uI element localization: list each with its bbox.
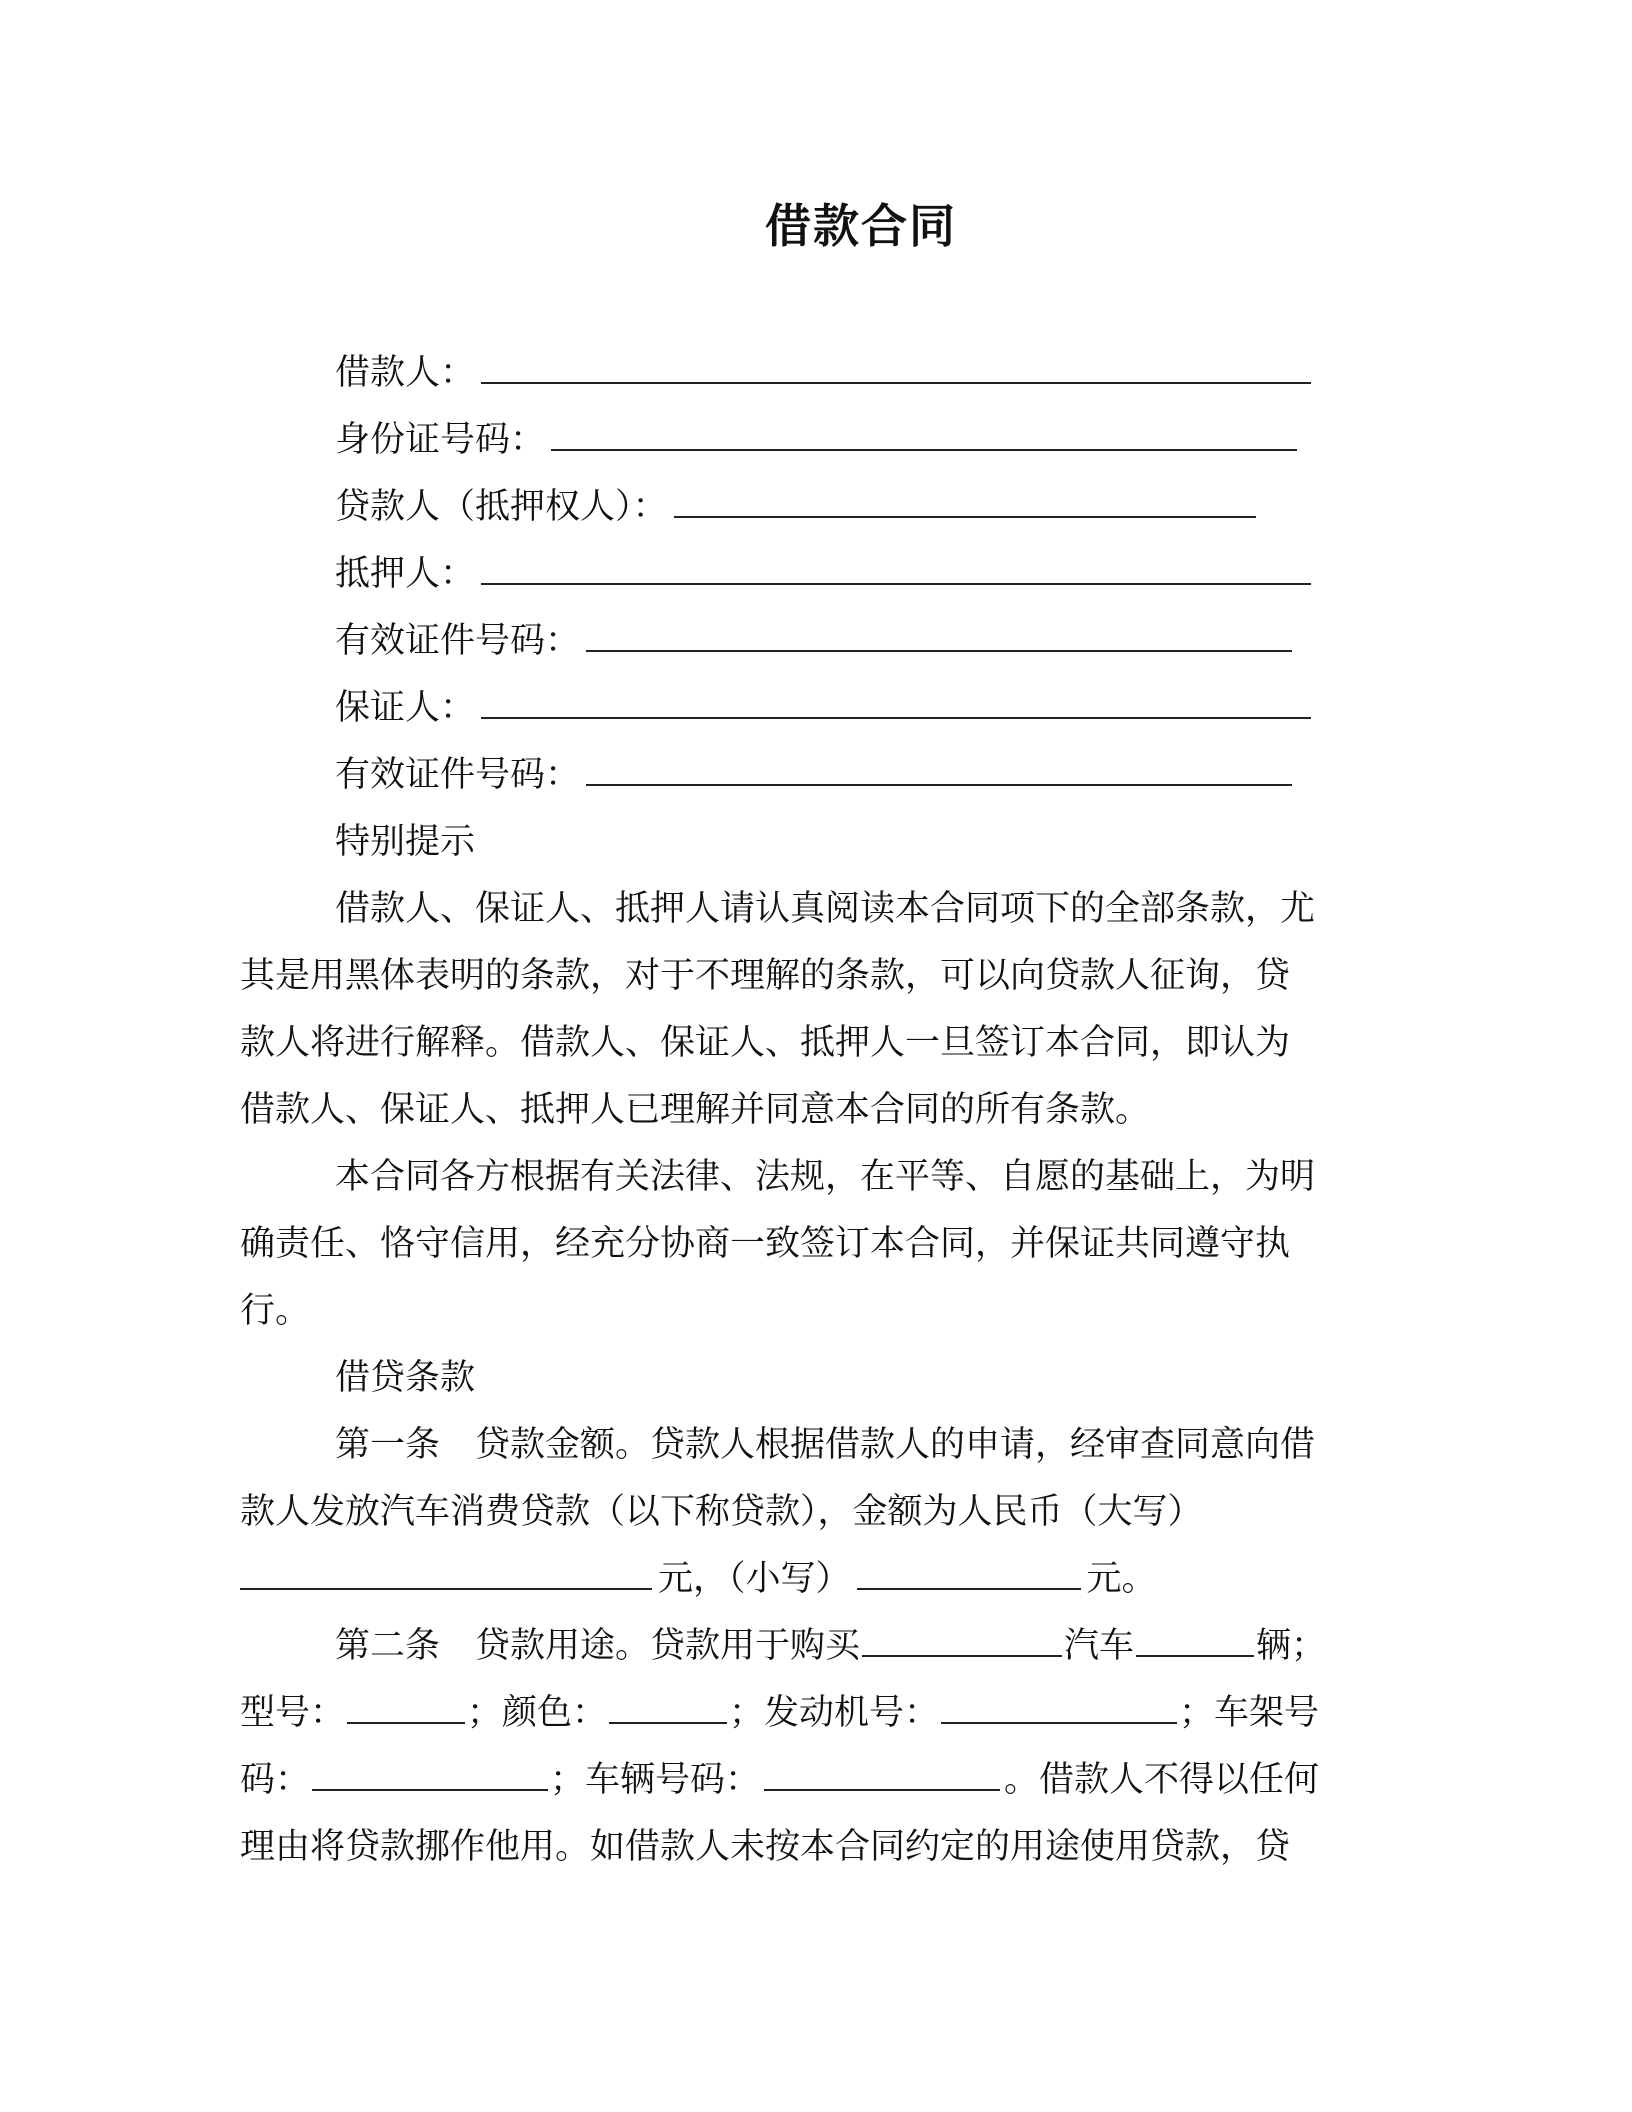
field-label: 贷款人（抵押权人）： (335, 487, 668, 527)
blank-line[interactable] (586, 748, 1292, 786)
field-label: 身份证号码： (335, 420, 546, 460)
field-label: 抵押人： (335, 554, 476, 594)
article-2-text: 第二条 贷款用途。贷款用于购买 (335, 1626, 861, 1666)
blank-car-brand[interactable] (862, 1619, 1062, 1657)
preamble-line: 确责任、恪守信用，经充分协商一致签订本合同，并保证共同遵守执 (240, 1224, 1291, 1264)
field-cert-number-1 (240, 608, 1380, 675)
blank-car-count[interactable] (1136, 1619, 1254, 1657)
blank-model[interactable] (347, 1686, 465, 1724)
special-notice-heading: 特别提示 (335, 822, 476, 862)
article-2-text: ；发动机号： (729, 1693, 940, 1733)
blank-vin[interactable] (312, 1753, 548, 1791)
article-2-line (240, 1680, 1380, 1747)
notice-line: 借款人、保证人、抵押人已理解并同意本合同的所有条款。 (240, 1090, 1151, 1130)
yuan-lowercase-label: 元，（小写） (658, 1559, 851, 1599)
notice-line: 款人将进行解释。借款人、保证人、抵押人一旦签订本合同，即认为 (240, 1023, 1291, 1063)
article-2-line (240, 1747, 1380, 1814)
field-label: 保证人： (335, 688, 476, 728)
field-label: 有效证件号码： (335, 755, 581, 795)
field-mortgagor (240, 541, 1380, 608)
field-guarantor (240, 675, 1380, 742)
blank-line[interactable] (551, 413, 1297, 451)
field-id-number (240, 407, 1380, 474)
article-2-text: ；车架号 (1179, 1693, 1320, 1733)
field-label: 有效证件号码： (335, 621, 581, 661)
notice-line: 借款人、保证人、抵押人请认真阅读本合同项下的全部条款，尤 (335, 889, 1316, 929)
document-body (240, 340, 1380, 1881)
blank-engine-number[interactable] (941, 1686, 1177, 1724)
article-1-amount-line (240, 1546, 1380, 1613)
preamble-line: 行。 (240, 1291, 311, 1331)
yuan-label: 元。 (1086, 1559, 1157, 1599)
article-2-text: 型号： (240, 1693, 346, 1733)
article-2-text: 。借款人不得以任何 (1004, 1760, 1320, 1800)
blank-line[interactable] (481, 681, 1311, 719)
blank-amount-uppercase[interactable] (240, 1552, 652, 1590)
blank-plate-number[interactable] (764, 1753, 1000, 1791)
notice-line: 其是用黑体表明的条款，对于不理解的条款，可以向贷款人征询，贷 (240, 956, 1291, 996)
blank-line[interactable] (481, 346, 1311, 384)
blank-line[interactable] (586, 614, 1292, 652)
field-borrower (240, 340, 1380, 407)
blank-color[interactable] (609, 1686, 727, 1724)
article-2-text: 汽车 (1064, 1626, 1135, 1666)
blank-amount-lowercase[interactable] (857, 1552, 1081, 1590)
field-label: 借款人： (335, 353, 476, 393)
article-2-line: 理由将贷款挪作他用。如借款人未按本合同约定的用途使用贷款，贷 (240, 1827, 1291, 1867)
field-lender (240, 474, 1380, 541)
article-2-text: 码： (240, 1760, 311, 1800)
loan-terms-heading: 借贷条款 (335, 1358, 476, 1398)
blank-line[interactable] (674, 480, 1256, 518)
field-cert-number-2 (240, 742, 1380, 809)
preamble-line: 本合同各方根据有关法律、法规，在平等、自愿的基础上，为明 (335, 1157, 1316, 1197)
document-title: 借款合同 (765, 199, 957, 253)
article-2-line (240, 1613, 1380, 1680)
article-2-text: ；车辆号码： (550, 1760, 761, 1800)
article-2-text: ；颜色： (467, 1693, 608, 1733)
blank-line[interactable] (481, 547, 1311, 585)
article-1-line: 款人发放汽车消费贷款（以下称贷款），金额为人民币（大写） (240, 1492, 1203, 1532)
article-2-text: 辆； (1256, 1626, 1327, 1666)
article-1-line: 第一条 贷款金额。贷款人根据借款人的申请，经审查同意向借 (335, 1425, 1316, 1465)
